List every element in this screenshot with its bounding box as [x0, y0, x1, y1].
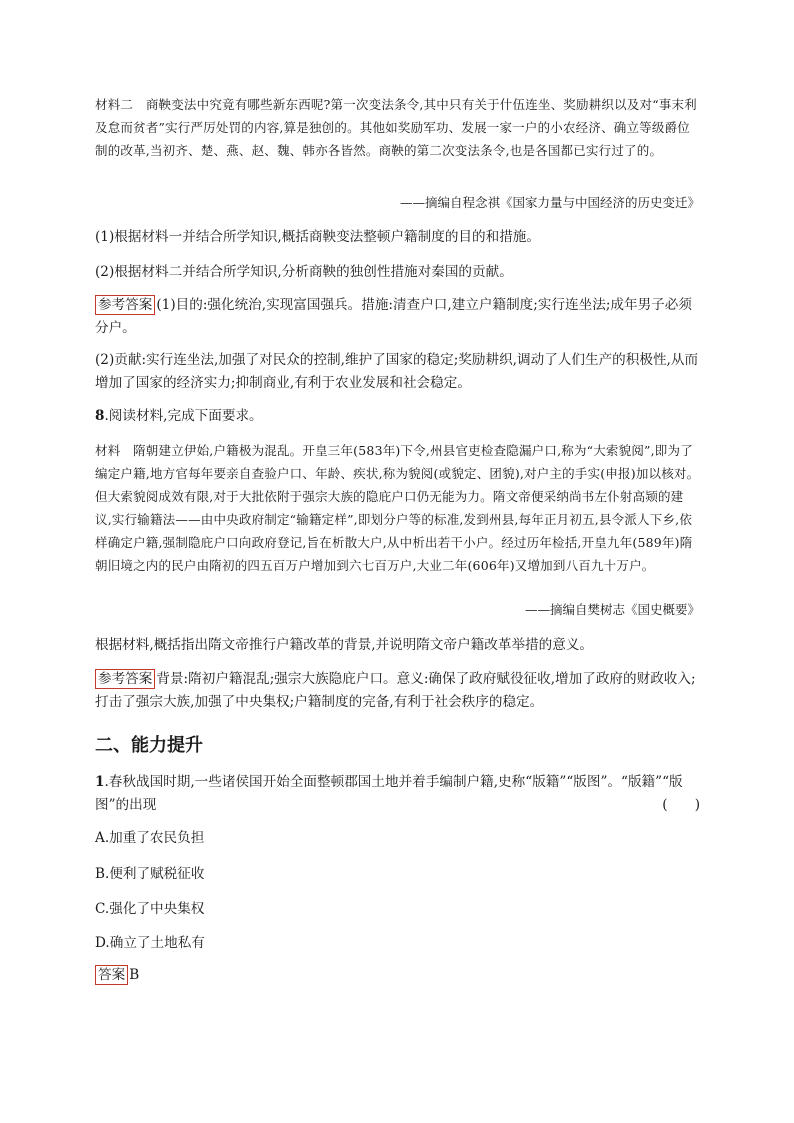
question-8-title: 8.阅读材料,完成下面要求。 [95, 408, 263, 424]
question-8-prompt: 根据材料,概括指出隋文帝推行户籍改革的背景,并说明隋文帝户籍改革举措的意义。 [95, 637, 594, 653]
material-two-source: ——摘编自程念祺《国家力量与中国经济的历史变迁》 [399, 195, 700, 210]
material-two-label: 材料二 [95, 97, 134, 112]
material-two-text: 商鞅变法中究竟有哪些新东西呢?第一次变法条令,其中只有关于什伍连坐、奖励耕织以及对“事末利及怠而贫者”实行严厉处罚的内容,算是独创的。其他如奖励军功、发展一家一户的小农经济、确立等级爵位制的改革,当初齐、楚、燕、赵、魏、韩亦各皆然。商鞅的第二次变法条令,也是各国都已实行过了的。 [95, 97, 697, 158]
answer-badge: 答案 [95, 965, 128, 985]
mc-answer-1 [95, 964, 700, 987]
answer-paren: ( ) [662, 797, 700, 813]
material-8-label: 材料 [95, 443, 121, 458]
option-b[interactable]: B.便利了赋税征收 [95, 866, 205, 882]
option-d[interactable]: D.确立了土地私有 [95, 935, 205, 951]
option-a[interactable]: A.加重了农民负担 [95, 830, 205, 846]
question-7-1: (1)根据材料一并结合所学知识,概括商鞅变法整顿户籍制度的目的和措施。 [95, 229, 540, 245]
reference-answer-badge: 参考答案 [95, 669, 155, 689]
answer-7-part1: 参考答案 (1)目的:强化统治,实现富国强兵。措施:清查户口,建立户籍制度;实行连坐法;成年男子必须分户。 [95, 297, 692, 336]
material-8-source: ——摘编自樊树志《国史概要》 [524, 602, 700, 617]
section-heading: 二、能力提升 [95, 735, 203, 756]
question-7-2: (2)根据材料二并结合所学知识,分析商鞅的独创性措施对秦国的贡献。 [95, 264, 513, 280]
mc-question-1: 1.春秋战国时期,一些诸侯国开始全面整顿郡国土地并着手编制户籍,史称“版籍”“版图”。“版籍”“版图”的出现 ( ) [95, 771, 700, 817]
material-8 [95, 439, 700, 577]
answer-8: 参考答案 背景:隋初户籍混乱;强宗大族隐庇户口。意义:确保了政府赋役征收,增加了政府的财政收入;打击了强宗大族,加强了中央集权;户籍制度的完备,有利于社会秩序的稳定。 [95, 671, 696, 710]
material-two [95, 93, 700, 162]
answer-letter: B [129, 967, 140, 983]
answer-7-part2: (2)贡献:实行连坐法,加强了对民众的控制,维护了国家的稳定;奖励耕织,调动了人们生产的积极性,从而增加了国家的经济实力;抑制商业,有利于农业发展和社会稳定。 [95, 352, 699, 391]
option-c[interactable]: C.强化了中央集权 [95, 901, 205, 917]
reference-answer-badge: 参考答案 [95, 295, 155, 315]
material-8-text: 隋朝建立伊始,户籍极为混乱。开皇三年(583年)下令,州县官吏检查隐漏户口,称为“大索貌阅”,即为了编定户籍,地方官每年要亲自查验户口、年龄、疾状,称为貌阅(或貌定、团貌),对户主的手实(申报)加以核对。但大索貌阅成效有限,对于大批依附于强宗大族的隐庇户口仍无能为力。隋文帝便采纳尚书左仆射高颎的建议,实行输籍法——由中央政府制定“输籍定样”,即划分户等的标准,发到州县,每年正月初五,县令派人下乡,依样确定户籍,强制隐庇户口向政府登记,旨在析散大户,从中析出若干小户。经过历年检括,开皇九年(589年)隋朝旧境之内的民户由隋初的四五百万户增加到六七百万户,大业二年(606年)又增加到八百九十万户。 [95, 443, 700, 573]
